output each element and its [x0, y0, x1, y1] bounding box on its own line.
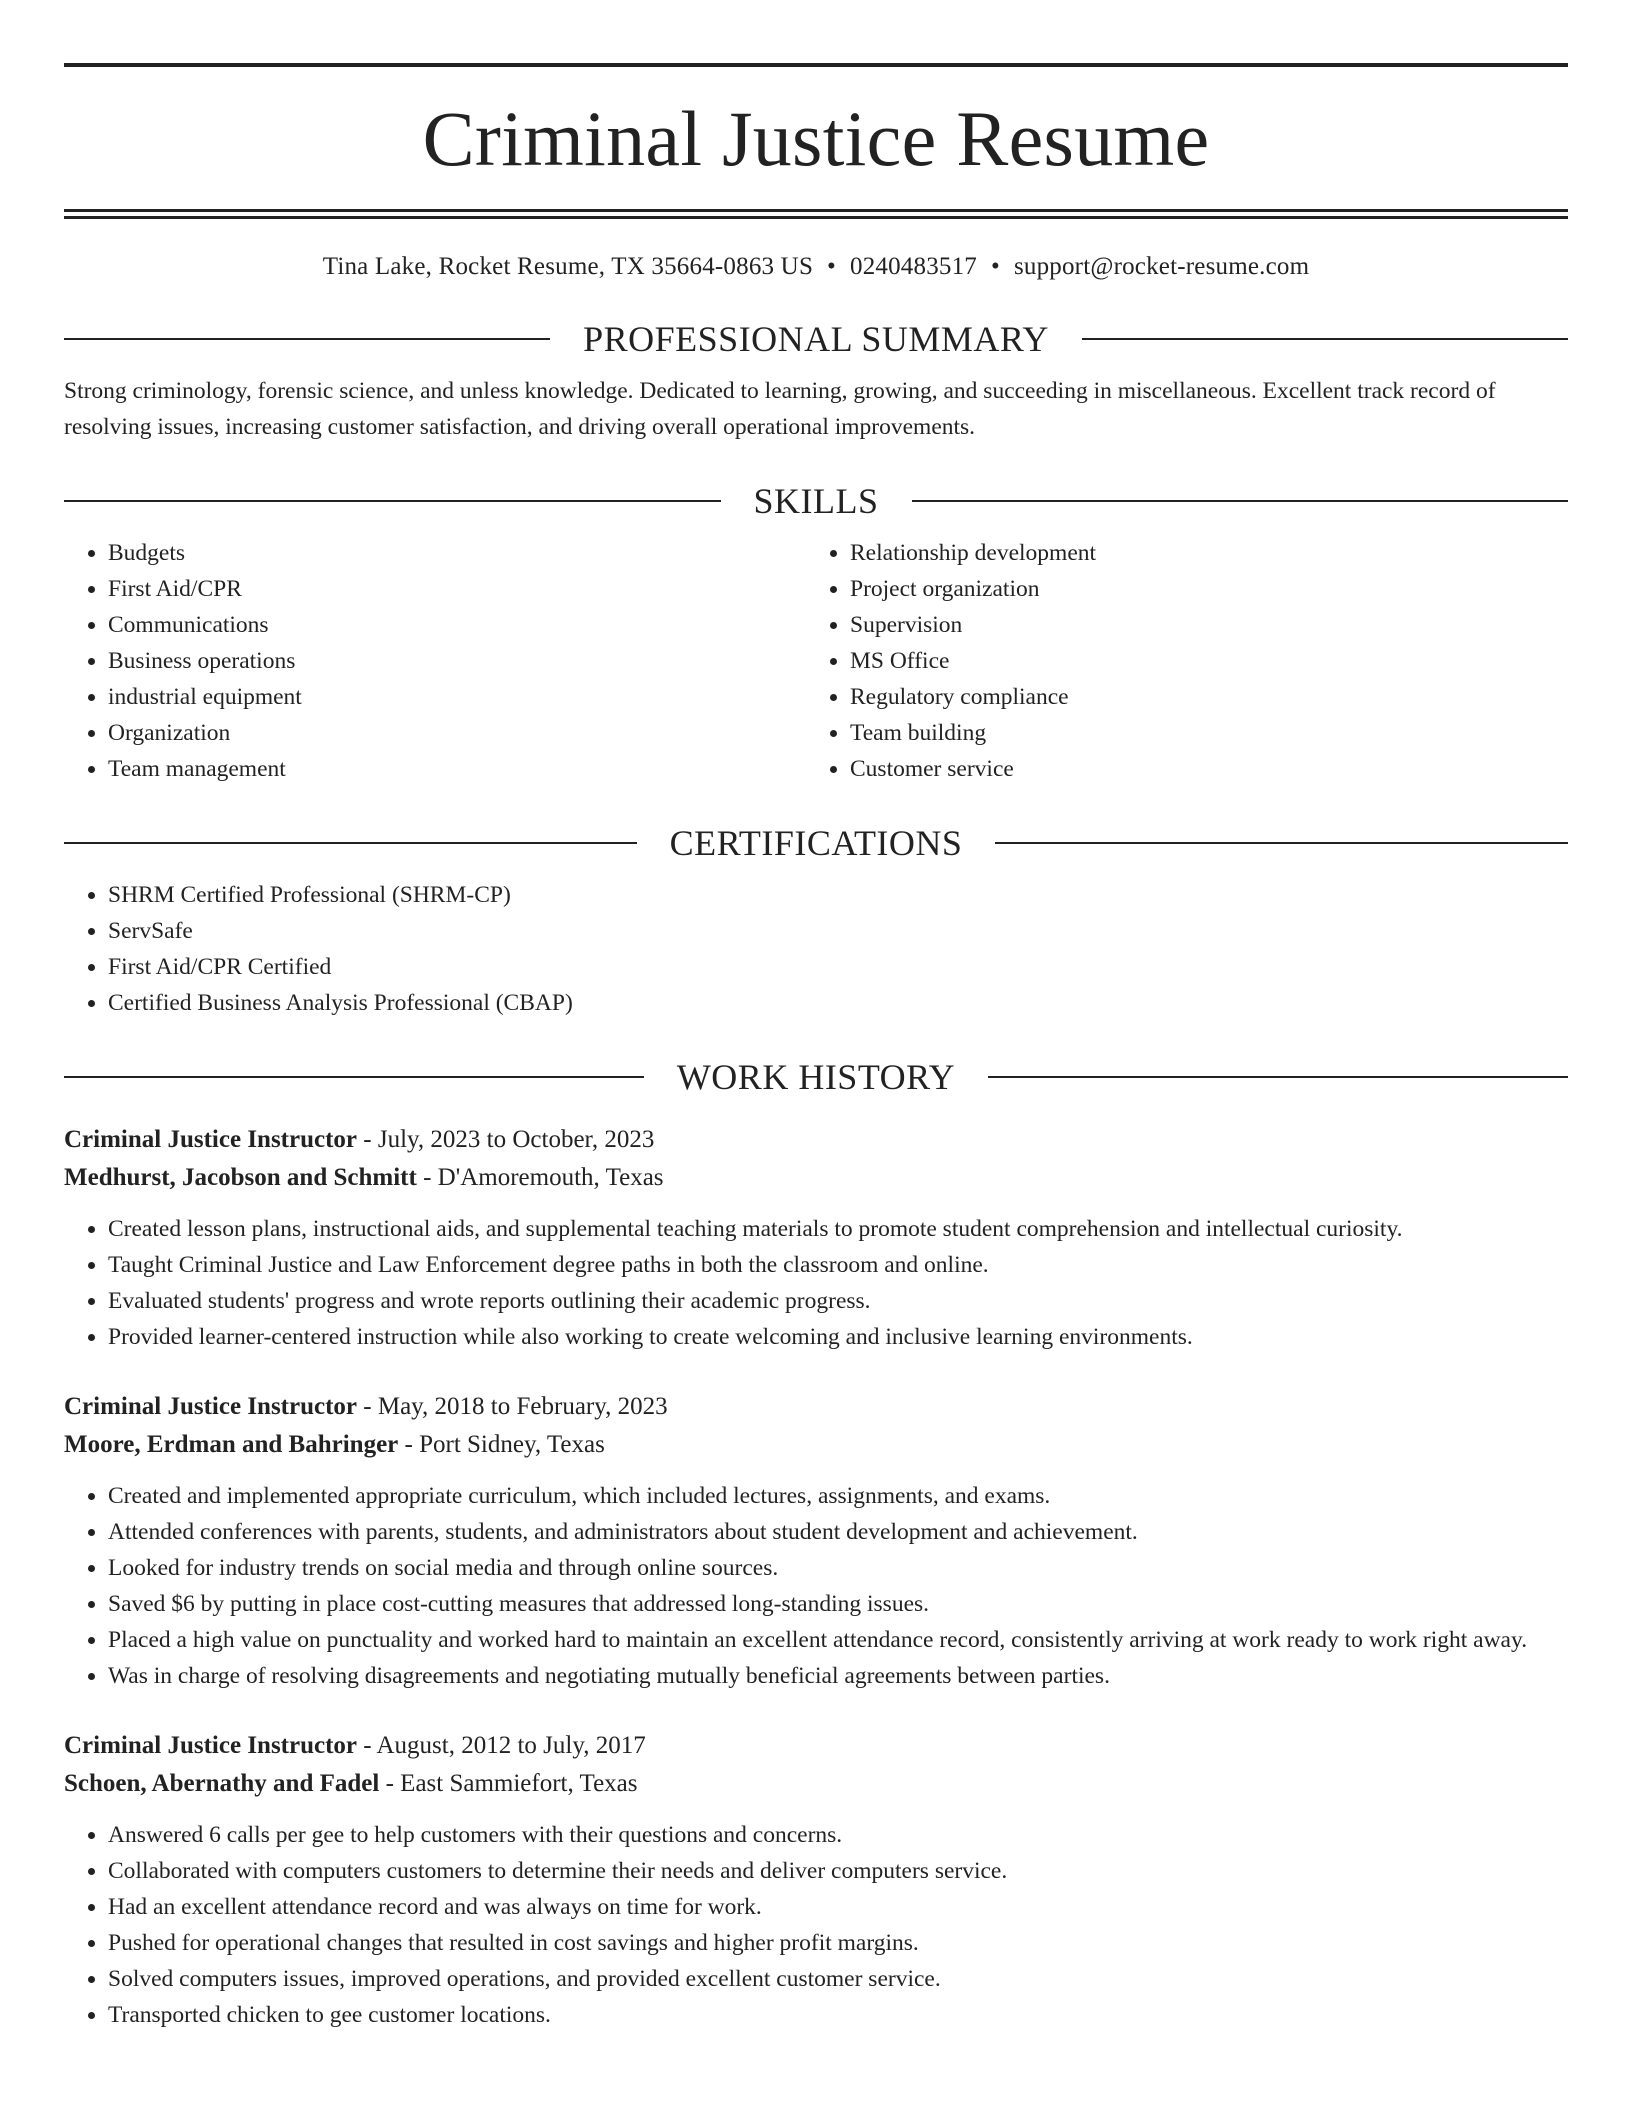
job-entry	[64, 1727, 1568, 2033]
job-company: Moore, Erdman and Bahringer	[64, 1431, 399, 1458]
resume-title: Criminal Justice Resume	[422, 95, 1210, 182]
section-title: CERTIFICATIONS	[669, 823, 963, 863]
skill-item: • Relationship development	[850, 535, 1548, 571]
job-dates: - August, 2012 to July, 2017	[357, 1732, 646, 1759]
job-bullet: • Created and implemented appropriate curriculum, which included lectures, assignments, and exams.	[108, 1478, 1568, 1514]
skill-item: • Project organization	[850, 571, 1548, 607]
section-title: SKILLS	[753, 481, 879, 521]
skill-item: • Customer service	[850, 751, 1548, 787]
certification-item: • ServSafe	[108, 913, 1568, 949]
heading-rule	[995, 842, 1568, 844]
job-bullets	[64, 1211, 1568, 1355]
job-title: Criminal Justice Instructor	[64, 1732, 358, 1759]
job-location: - East Sammiefort, Texas	[379, 1770, 638, 1797]
heading-rule	[64, 842, 637, 844]
skill-item: • Communications	[108, 607, 806, 643]
section-title: PROFESSIONAL SUMMARY	[583, 319, 1049, 359]
certification-item: • Certified Business Analysis Professional (CBAP)	[108, 985, 1568, 1021]
skills-column-left	[64, 535, 806, 787]
job-entry	[64, 1388, 1568, 1694]
job-bullet: • Provided learner-centered instruction while also working to create welcoming and inclusive learning environments.	[108, 1319, 1568, 1355]
section-title: WORK HISTORY	[676, 1057, 956, 1097]
job-bullet: • Looked for industry trends on social media and through online sources.	[108, 1550, 1568, 1586]
job-bullet: • Pushed for operational changes that resulted in cost savings and higher profit margins.	[108, 1925, 1568, 1961]
job-bullet: • Answered 6 calls per gee to help customers with their questions and concerns.	[108, 1817, 1568, 1853]
skill-item: • industrial equipment	[108, 679, 806, 715]
job-company: Medhurst, Jacobson and Schmitt	[64, 1164, 417, 1191]
job-bullet: • Solved computers issues, improved operations, and provided excellent customer service.	[108, 1961, 1568, 1997]
job-bullet: • Transported chicken to gee customer locations.	[108, 1997, 1568, 2033]
job-bullet: • Attended conferences with parents, students, and administrators about student development and achievement.	[108, 1514, 1568, 1550]
job-location: - D'Amoremouth, Texas	[416, 1164, 664, 1191]
section-heading-certifications	[64, 821, 1568, 865]
job-bullet: • Taught Criminal Justice and Law Enforcement degree paths in both the classroom and online.	[108, 1247, 1568, 1283]
job-bullet: • Saved $6 by putting in place cost-cutting measures that addressed long-standing issues.	[108, 1586, 1568, 1622]
job-bullets	[64, 1478, 1568, 1694]
section-heading-work-history	[64, 1055, 1568, 1099]
skill-item: • Budgets	[108, 535, 806, 571]
skill-item: • MS Office	[850, 643, 1548, 679]
skills-list	[64, 535, 1568, 787]
top-rule	[64, 63, 1568, 67]
job-company-line	[64, 1765, 1568, 1803]
heading-rule	[64, 338, 550, 340]
heading-rule	[1082, 338, 1568, 340]
skill-item: • First Aid/CPR	[108, 571, 806, 607]
skill-item: • Team building	[850, 715, 1548, 751]
skill-item: • Business operations	[108, 643, 806, 679]
contact-email: support@rocket-resume.com	[1013, 253, 1310, 280]
contact-separator: •	[991, 253, 1000, 280]
job-bullet: • Placed a high value on punctuality and worked hard to maintain an excellent attendance record, consistently arriving at work ready to work right away.	[108, 1622, 1568, 1658]
contact-line	[64, 251, 1568, 283]
job-bullet: • Created lesson plans, instructional aids, and supplemental teaching materials to promote student comprehension and intellectual curiosity.	[108, 1211, 1568, 1247]
job-title-line	[64, 1727, 1568, 1765]
heading-rule	[64, 500, 721, 502]
contact-phone: 0240483517	[850, 253, 977, 280]
certification-item: • First Aid/CPR Certified	[108, 949, 1568, 985]
contact-separator: •	[827, 253, 836, 280]
job-bullet: • Was in charge of resolving disagreements and negotiating mutually beneficial agreements between parties.	[108, 1658, 1568, 1694]
heading-rule	[988, 1076, 1568, 1078]
job-company-line	[64, 1426, 1568, 1464]
certifications-list	[64, 877, 1568, 1021]
skills-column-right	[806, 535, 1548, 787]
job-title-line	[64, 1121, 1568, 1159]
job-location: - Port Sidney, Texas	[398, 1431, 605, 1458]
job-company-line	[64, 1159, 1568, 1197]
heading-rule	[64, 1076, 644, 1078]
job-bullets	[64, 1817, 1568, 2033]
job-title-line	[64, 1388, 1568, 1426]
job-bullet: • Collaborated with computers customers to determine their needs and deliver computers service.	[108, 1853, 1568, 1889]
contact-address: Tina Lake, Rocket Resume, TX 35664-0863 US	[322, 253, 814, 280]
job-dates: - July, 2023 to October, 2023	[357, 1126, 655, 1153]
section-heading-skills	[64, 479, 1568, 523]
job-title: Criminal Justice Instructor	[64, 1393, 358, 1420]
section-heading-summary	[64, 317, 1568, 361]
job-dates: - May, 2018 to February, 2023	[357, 1393, 668, 1420]
certification-item: • SHRM Certified Professional (SHRM-CP)	[108, 877, 1568, 913]
skill-item: • Supervision	[850, 607, 1548, 643]
skill-item: • Organization	[108, 715, 806, 751]
skill-item: • Team management	[108, 751, 806, 787]
job-title: Criminal Justice Instructor	[64, 1126, 358, 1153]
job-bullet: • Had an excellent attendance record and was always on time for work.	[108, 1889, 1568, 1925]
title-double-rule	[64, 209, 1568, 219]
job-entry	[64, 1121, 1568, 1355]
skill-item: • Regulatory compliance	[850, 679, 1548, 715]
heading-rule	[912, 500, 1569, 502]
job-bullet: • Evaluated students' progress and wrote reports outlining their academic progress.	[108, 1283, 1568, 1319]
summary-text: Strong criminology, forensic science, and unless knowledge. Dedicated to learning, growing, and succeeding in miscellaneous. Excellent track record of resolving issues, increasing customer satisfaction, and driving overall operational improvements.	[64, 378, 1496, 440]
job-company: Schoen, Abernathy and Fadel	[64, 1770, 380, 1797]
